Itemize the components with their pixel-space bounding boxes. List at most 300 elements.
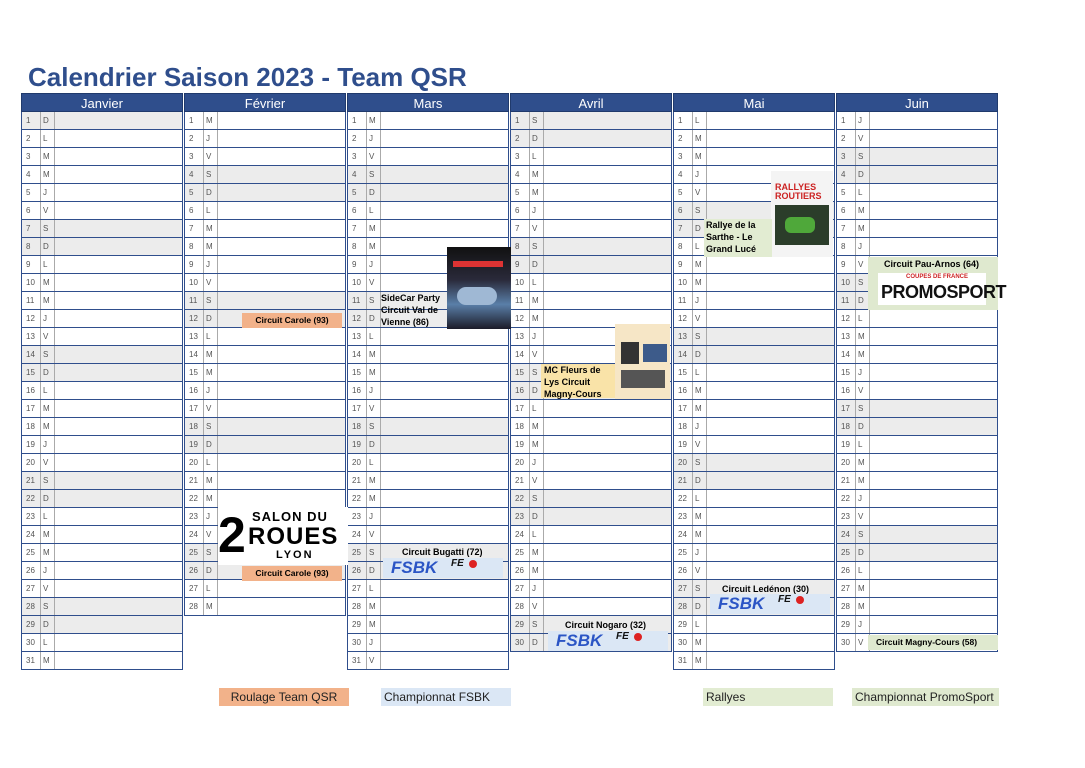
weekday-letter: M [529, 184, 543, 201]
weekday-letter: M [692, 400, 706, 417]
day-number: 22 [352, 494, 361, 503]
weekday-letter: S [855, 526, 869, 543]
day-number: 15 [678, 368, 687, 377]
day-number: 17 [189, 404, 198, 413]
day-row [184, 292, 346, 310]
day-number: 20 [352, 458, 361, 467]
day-row [184, 238, 346, 256]
weekday-letter: D [203, 310, 217, 327]
day-number: 6 [26, 206, 31, 215]
day-cell [54, 238, 182, 255]
day-cell [543, 580, 671, 597]
day-number: 26 [515, 566, 524, 575]
day-cell [706, 652, 834, 669]
weekday-letter: D [855, 418, 869, 435]
day-row [836, 112, 998, 130]
day-cell [54, 310, 182, 327]
day-number: 23 [352, 512, 361, 521]
day-cell [54, 256, 182, 273]
day-number: 16 [26, 386, 35, 395]
day-row [836, 346, 998, 364]
day-number: 12 [352, 314, 361, 323]
weekday-letter: M [529, 166, 543, 183]
weekday-letter: S [203, 418, 217, 435]
day-row [836, 400, 998, 418]
day-number: 8 [26, 242, 31, 251]
day-number: 29 [678, 620, 687, 629]
day-row [21, 598, 183, 616]
day-cell [217, 418, 345, 435]
day-cell [543, 130, 671, 147]
day-row [184, 598, 346, 616]
weekday-letter: M [203, 112, 217, 129]
day-number: 16 [352, 386, 361, 395]
day-row [836, 508, 998, 526]
weekday-letter: L [203, 580, 217, 597]
weekday-letter: J [203, 508, 217, 525]
day-row [510, 454, 672, 472]
day-number: 9 [352, 260, 357, 269]
day-number: 26 [189, 566, 198, 575]
day-number: 12 [26, 314, 35, 323]
day-row [836, 436, 998, 454]
weekday-letter: J [692, 418, 706, 435]
day-cell [217, 184, 345, 201]
weekday-letter: J [692, 544, 706, 561]
day-number: 26 [678, 566, 687, 575]
weekday-letter: V [366, 274, 380, 291]
weekday-letter: D [40, 364, 54, 381]
day-cell [706, 436, 834, 453]
fsbk-logo-ledenon: FSBK FE [710, 594, 830, 614]
day-cell [543, 490, 671, 507]
weekday-letter: M [40, 418, 54, 435]
weekday-letter: V [855, 130, 869, 147]
weekday-letter: D [692, 220, 706, 237]
day-cell [543, 400, 671, 417]
day-cell [217, 364, 345, 381]
day-number: 21 [189, 476, 198, 485]
day-number: 6 [189, 206, 194, 215]
day-number: 22 [515, 494, 524, 503]
weekday-letter: D [203, 562, 217, 579]
day-number: 24 [515, 530, 524, 539]
day-row [347, 346, 509, 364]
day-number: 18 [678, 422, 687, 431]
weekday-letter: J [40, 184, 54, 201]
day-row [21, 436, 183, 454]
day-cell [54, 364, 182, 381]
weekday-letter: J [529, 454, 543, 471]
day-number: 14 [678, 350, 687, 359]
weekday-letter: D [40, 490, 54, 507]
day-cell [217, 130, 345, 147]
day-row [347, 634, 509, 652]
day-cell [54, 562, 182, 579]
day-cell [543, 220, 671, 237]
day-cell [54, 598, 182, 615]
day-number: 4 [678, 170, 683, 179]
day-cell [54, 400, 182, 417]
day-cell [54, 652, 182, 669]
day-cell [217, 382, 345, 399]
event-nogaro-label: Circuit Nogaro (32) [565, 620, 647, 630]
day-cell [217, 202, 345, 219]
day-cell [543, 166, 671, 183]
day-row [836, 598, 998, 616]
weekday-letter: S [366, 166, 380, 183]
day-number: 29 [352, 620, 361, 629]
day-row [347, 526, 509, 544]
day-cell [706, 274, 834, 291]
weekday-letter: M [692, 148, 706, 165]
day-cell [869, 562, 997, 579]
weekday-letter: M [203, 472, 217, 489]
day-cell [217, 328, 345, 345]
day-cell [54, 184, 182, 201]
day-cell [869, 418, 997, 435]
day-number: 22 [841, 494, 850, 503]
day-number: 19 [352, 440, 361, 449]
day-number: 6 [515, 206, 520, 215]
day-row [510, 166, 672, 184]
day-cell [869, 616, 997, 633]
day-number: 8 [352, 242, 357, 251]
day-row [184, 580, 346, 598]
weekday-letter: J [366, 130, 380, 147]
fsbk-logo-nogaro: FSBK FE [548, 631, 668, 651]
day-row [836, 238, 998, 256]
day-cell [54, 346, 182, 363]
day-cell [869, 184, 997, 201]
weekday-letter: D [529, 634, 543, 651]
day-number: 3 [189, 152, 194, 161]
day-row [21, 400, 183, 418]
legend-roulage: Roulage Team QSR [219, 688, 349, 706]
day-number: 28 [189, 602, 198, 611]
day-row [510, 598, 672, 616]
day-row [673, 634, 835, 652]
weekday-letter: M [855, 220, 869, 237]
day-number: 7 [352, 224, 357, 233]
day-number: 17 [678, 404, 687, 413]
day-cell [706, 328, 834, 345]
day-number: 13 [841, 332, 850, 341]
weekday-letter: J [366, 256, 380, 273]
day-cell [380, 112, 508, 129]
day-row [347, 328, 509, 346]
weekday-letter: S [529, 238, 543, 255]
day-number: 11 [352, 296, 361, 305]
day-cell [380, 454, 508, 471]
day-cell [869, 346, 997, 363]
weekday-letter: L [366, 202, 380, 219]
day-row [347, 400, 509, 418]
day-number: 17 [352, 404, 361, 413]
day-row [673, 526, 835, 544]
weekday-letter: S [529, 364, 543, 381]
day-cell [380, 328, 508, 345]
day-cell [217, 292, 345, 309]
day-cell [380, 382, 508, 399]
weekday-letter: D [692, 598, 706, 615]
day-number: 7 [515, 224, 520, 233]
weekday-letter: M [40, 274, 54, 291]
day-number: 27 [26, 584, 35, 593]
day-number: 1 [26, 116, 31, 125]
day-cell [54, 616, 182, 633]
day-cell [54, 292, 182, 309]
day-number: 5 [678, 188, 683, 197]
day-number: 11 [841, 296, 850, 305]
day-row [673, 130, 835, 148]
day-number: 5 [189, 188, 194, 197]
day-row [510, 508, 672, 526]
weekday-letter: L [40, 508, 54, 525]
day-cell [543, 148, 671, 165]
weekday-letter: M [855, 346, 869, 363]
day-cell [54, 418, 182, 435]
day-row [347, 580, 509, 598]
weekday-letter: J [529, 328, 543, 345]
day-cell [543, 292, 671, 309]
day-cell [706, 634, 834, 651]
weekday-letter: M [529, 310, 543, 327]
day-row [347, 166, 509, 184]
weekday-letter: V [692, 184, 706, 201]
day-number: 1 [352, 116, 357, 125]
day-cell [54, 472, 182, 489]
day-number: 23 [515, 512, 524, 521]
day-cell [54, 112, 182, 129]
day-cell [706, 400, 834, 417]
day-number: 4 [841, 170, 846, 179]
weekday-letter: M [692, 256, 706, 273]
weekday-letter: L [366, 580, 380, 597]
day-row [510, 562, 672, 580]
day-cell [706, 490, 834, 507]
day-number: 4 [26, 170, 31, 179]
day-cell [380, 346, 508, 363]
day-row [836, 148, 998, 166]
weekday-letter: M [366, 238, 380, 255]
day-number: 24 [189, 530, 198, 539]
day-cell [869, 328, 997, 345]
weekday-letter: S [855, 148, 869, 165]
day-number: 8 [515, 242, 520, 251]
day-number: 27 [678, 584, 687, 593]
day-number: 30 [841, 638, 850, 647]
day-row [184, 274, 346, 292]
weekday-letter: D [855, 292, 869, 309]
weekday-letter: M [40, 292, 54, 309]
day-number: 12 [841, 314, 850, 323]
day-number: 17 [26, 404, 35, 413]
day-cell [217, 148, 345, 165]
day-number: 21 [26, 476, 35, 485]
day-row [184, 202, 346, 220]
weekday-letter: V [855, 382, 869, 399]
day-cell [706, 382, 834, 399]
day-cell [706, 544, 834, 561]
day-number: 29 [26, 620, 35, 629]
day-number: 25 [678, 548, 687, 557]
day-row [836, 202, 998, 220]
day-row [347, 436, 509, 454]
day-cell [869, 130, 997, 147]
legend-promosport: Championnat PromoSport [852, 688, 999, 706]
fsbk-logo-bugatti: FSBK FE [383, 558, 503, 578]
weekday-letter: J [529, 580, 543, 597]
month-header: Juin [836, 93, 998, 112]
weekday-letter: M [203, 346, 217, 363]
day-row [21, 220, 183, 238]
month-column [347, 93, 509, 671]
day-number: 1 [678, 116, 683, 125]
day-cell [706, 526, 834, 543]
day-row [673, 292, 835, 310]
day-cell [543, 274, 671, 291]
day-cell [217, 400, 345, 417]
day-number: 15 [26, 368, 35, 377]
day-number: 17 [841, 404, 850, 413]
mc-fleurs-poster [615, 324, 670, 399]
day-cell [217, 256, 345, 273]
weekday-letter: S [40, 220, 54, 237]
day-number: 13 [26, 332, 35, 341]
day-number: 26 [841, 566, 850, 575]
weekday-letter: V [855, 634, 869, 651]
weekday-letter: M [855, 598, 869, 615]
weekday-letter: M [203, 490, 217, 507]
day-row [836, 184, 998, 202]
day-cell [380, 418, 508, 435]
weekday-letter: D [692, 346, 706, 363]
day-number: 3 [678, 152, 683, 161]
day-number: 29 [515, 620, 524, 629]
day-row [21, 364, 183, 382]
day-cell [543, 238, 671, 255]
day-row [347, 418, 509, 436]
weekday-letter: M [692, 508, 706, 525]
day-cell [54, 580, 182, 597]
day-number: 9 [189, 260, 194, 269]
day-row [673, 310, 835, 328]
day-row [510, 472, 672, 490]
weekday-letter: D [529, 256, 543, 273]
day-row [347, 220, 509, 238]
weekday-letter: J [692, 292, 706, 309]
day-number: 5 [26, 188, 31, 197]
day-number: 3 [26, 152, 31, 161]
day-row [347, 202, 509, 220]
day-row [836, 364, 998, 382]
day-row [673, 148, 835, 166]
day-number: 7 [26, 224, 31, 233]
day-row [21, 202, 183, 220]
day-cell [380, 364, 508, 381]
day-cell [869, 382, 997, 399]
day-number: 20 [189, 458, 198, 467]
day-number: 10 [352, 278, 361, 287]
weekday-letter: V [692, 562, 706, 579]
day-cell [869, 220, 997, 237]
day-row [673, 364, 835, 382]
day-number: 28 [678, 602, 687, 611]
day-row [673, 436, 835, 454]
day-cell [543, 598, 671, 615]
weekday-letter: M [692, 652, 706, 669]
day-number: 1 [841, 116, 846, 125]
weekday-letter: S [529, 490, 543, 507]
day-row [347, 598, 509, 616]
weekday-letter: J [855, 112, 869, 129]
day-cell [217, 346, 345, 363]
weekday-letter: M [855, 472, 869, 489]
day-row [836, 220, 998, 238]
day-number: 27 [352, 584, 361, 593]
day-number: 19 [189, 440, 198, 449]
day-cell [54, 508, 182, 525]
day-cell [380, 202, 508, 219]
day-cell [380, 526, 508, 543]
day-cell [706, 418, 834, 435]
day-number: 5 [841, 188, 846, 197]
day-number: 10 [515, 278, 524, 287]
weekday-letter: L [529, 148, 543, 165]
day-row [21, 184, 183, 202]
weekday-letter: M [366, 616, 380, 633]
day-row [347, 364, 509, 382]
day-number: 19 [26, 440, 35, 449]
weekday-letter: D [366, 562, 380, 579]
day-row [21, 130, 183, 148]
day-cell [706, 364, 834, 381]
event-magny-cours: Circuit Magny-Cours (58) [868, 635, 998, 650]
weekday-letter: J [40, 436, 54, 453]
day-number: 19 [515, 440, 524, 449]
weekday-letter: S [203, 544, 217, 561]
day-row [510, 400, 672, 418]
day-row [673, 382, 835, 400]
calendar-grid [21, 93, 998, 671]
weekday-letter: V [40, 328, 54, 345]
weekday-letter: M [366, 364, 380, 381]
weekday-letter: L [366, 454, 380, 471]
day-cell [380, 400, 508, 417]
day-number: 21 [678, 476, 687, 485]
weekday-letter: J [40, 310, 54, 327]
day-row [836, 490, 998, 508]
day-number: 2 [515, 134, 520, 143]
day-cell [54, 454, 182, 471]
sidecar-party-poster [447, 247, 511, 329]
weekday-letter: M [529, 418, 543, 435]
weekday-letter: M [692, 526, 706, 543]
day-number: 3 [841, 152, 846, 161]
weekday-letter: L [529, 526, 543, 543]
day-cell [706, 472, 834, 489]
weekday-letter: V [366, 526, 380, 543]
weekday-letter: S [40, 472, 54, 489]
day-row [347, 130, 509, 148]
weekday-letter: V [366, 400, 380, 417]
weekday-letter: S [529, 616, 543, 633]
day-row [673, 508, 835, 526]
weekday-letter: L [692, 238, 706, 255]
day-number: 28 [841, 602, 850, 611]
day-row [21, 472, 183, 490]
